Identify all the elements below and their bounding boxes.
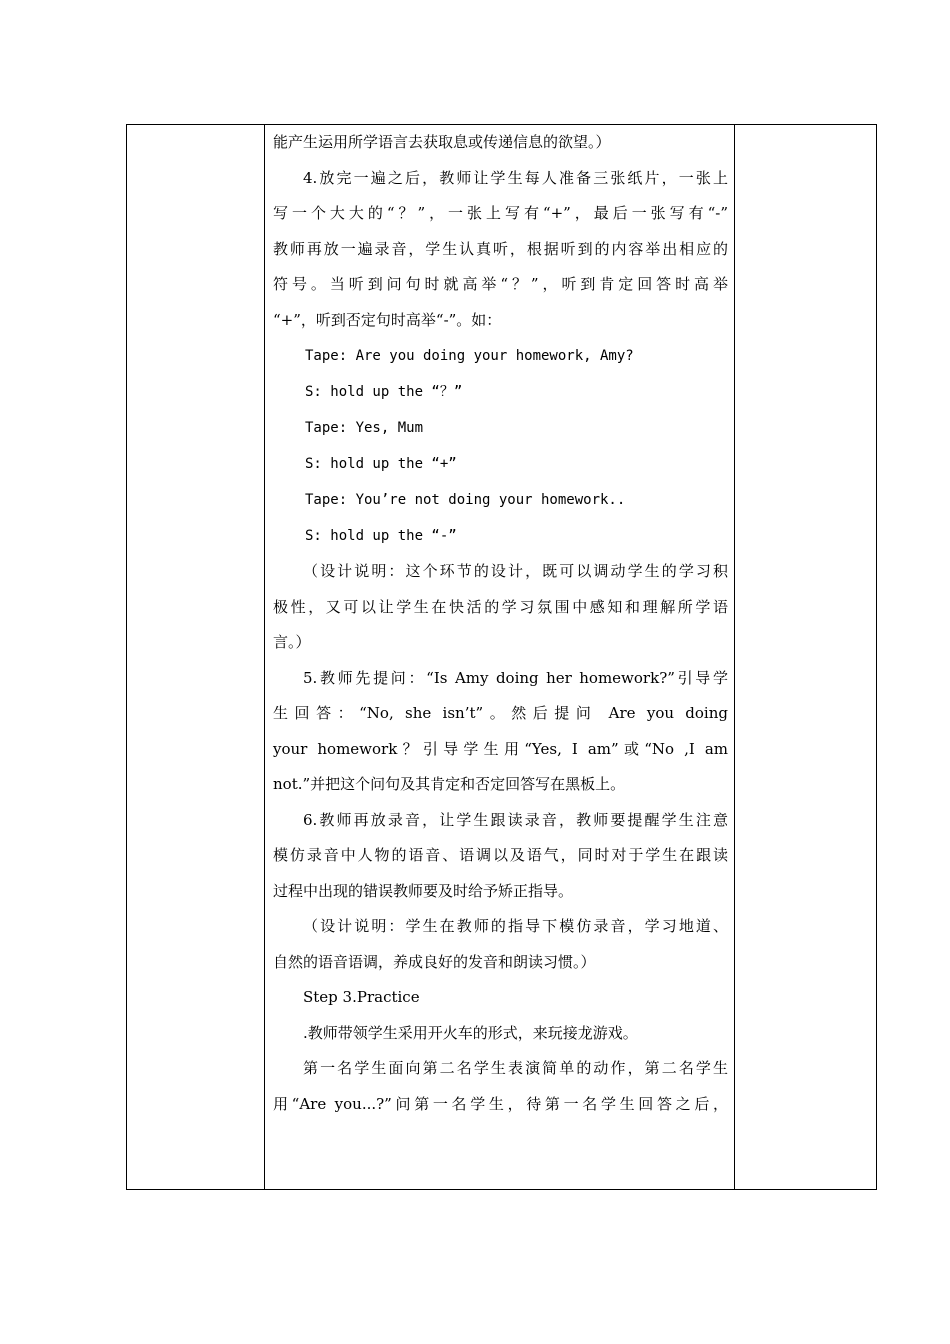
text-line: 生回答：“No, she isn’t”。然后提问 Are you doing	[273, 704, 728, 722]
content-column-cell	[265, 125, 735, 1190]
step-heading: Step 3.Practice	[303, 988, 420, 1006]
text-line: 6.教师再放录音，让学生跟读录音，教师要提醒学生注意	[303, 810, 728, 829]
text-line: 4.放完一遍之后，教师让学生每人准备三张纸片，一张上	[303, 168, 728, 187]
dialogue-line: S: hold up the “-”	[305, 528, 457, 544]
text-line: not.”并把这个问句及其肯定和否定回答写在黑板上。	[273, 775, 626, 793]
dialogue-line: Tape: Are you doing your homework, Amy?	[305, 348, 634, 364]
text-line: 5.教师先提问：“Is Amy doing her homework?”引导学	[303, 668, 728, 687]
text-line: （设计说明：学生在教师的指导下模仿录音，学习地道、	[303, 917, 728, 935]
dialogue-line: Tape: You’re not doing your homework..	[305, 492, 626, 508]
left-column-cell	[127, 125, 265, 1190]
text-line: 过程中出现的错误教师要及时给予矫正指导。	[273, 881, 574, 900]
text-line: （设计说明：这个环节的设计，既可以调动学生的学习积	[303, 562, 728, 580]
text-line: 教师再放一遍录音，学生认真听，根据听到的内容举出相应的	[273, 239, 728, 258]
text-line: “+”，听到否定句时高举“-”。如：	[273, 310, 502, 329]
text-line: .教师带领学生采用开火车的形式，来玩接龙游戏。	[303, 1023, 638, 1042]
text-line: your homework？引导学生用“Yes, I am”或“No ,I am	[273, 739, 728, 758]
text-line: 能产生运用所学语言去获取息或传递信息的欲望。）	[273, 133, 611, 151]
lesson-plan-table	[126, 124, 877, 1190]
text-line: 第一名学生面向第二名学生表演简单的动作，第二名学生	[303, 1059, 728, 1077]
text-line: 模仿录音中人物的语音、语调以及语气，同时对于学生在跟读	[273, 846, 728, 864]
right-column-cell	[735, 125, 877, 1190]
dialogue-line: S: hold up the “？”	[305, 384, 463, 400]
text-line: 自然的语音语调，养成良好的发音和朗读习惯。）	[273, 952, 596, 971]
dialogue-line: Tape: Yes, Mum	[305, 420, 424, 436]
text-line: 用“Are you...?”问第一名学生，待第一名学生回答之后，	[273, 1094, 728, 1113]
text-line: 符号。当听到问句时就高举“？”，听到肯定回答时高举	[273, 275, 728, 293]
dialogue-line: S: hold up the “+”	[305, 456, 457, 472]
text-line: 极性，又可以让学生在快活的学习氛围中感知和理解所学语	[273, 597, 728, 616]
table-row	[127, 125, 877, 1190]
text-line: 言。）	[273, 633, 311, 651]
text-line: 写一个大大的“？”，一张上写有“+”，最后一张写有“-”	[273, 204, 728, 222]
lesson-content	[265, 125, 734, 1122]
